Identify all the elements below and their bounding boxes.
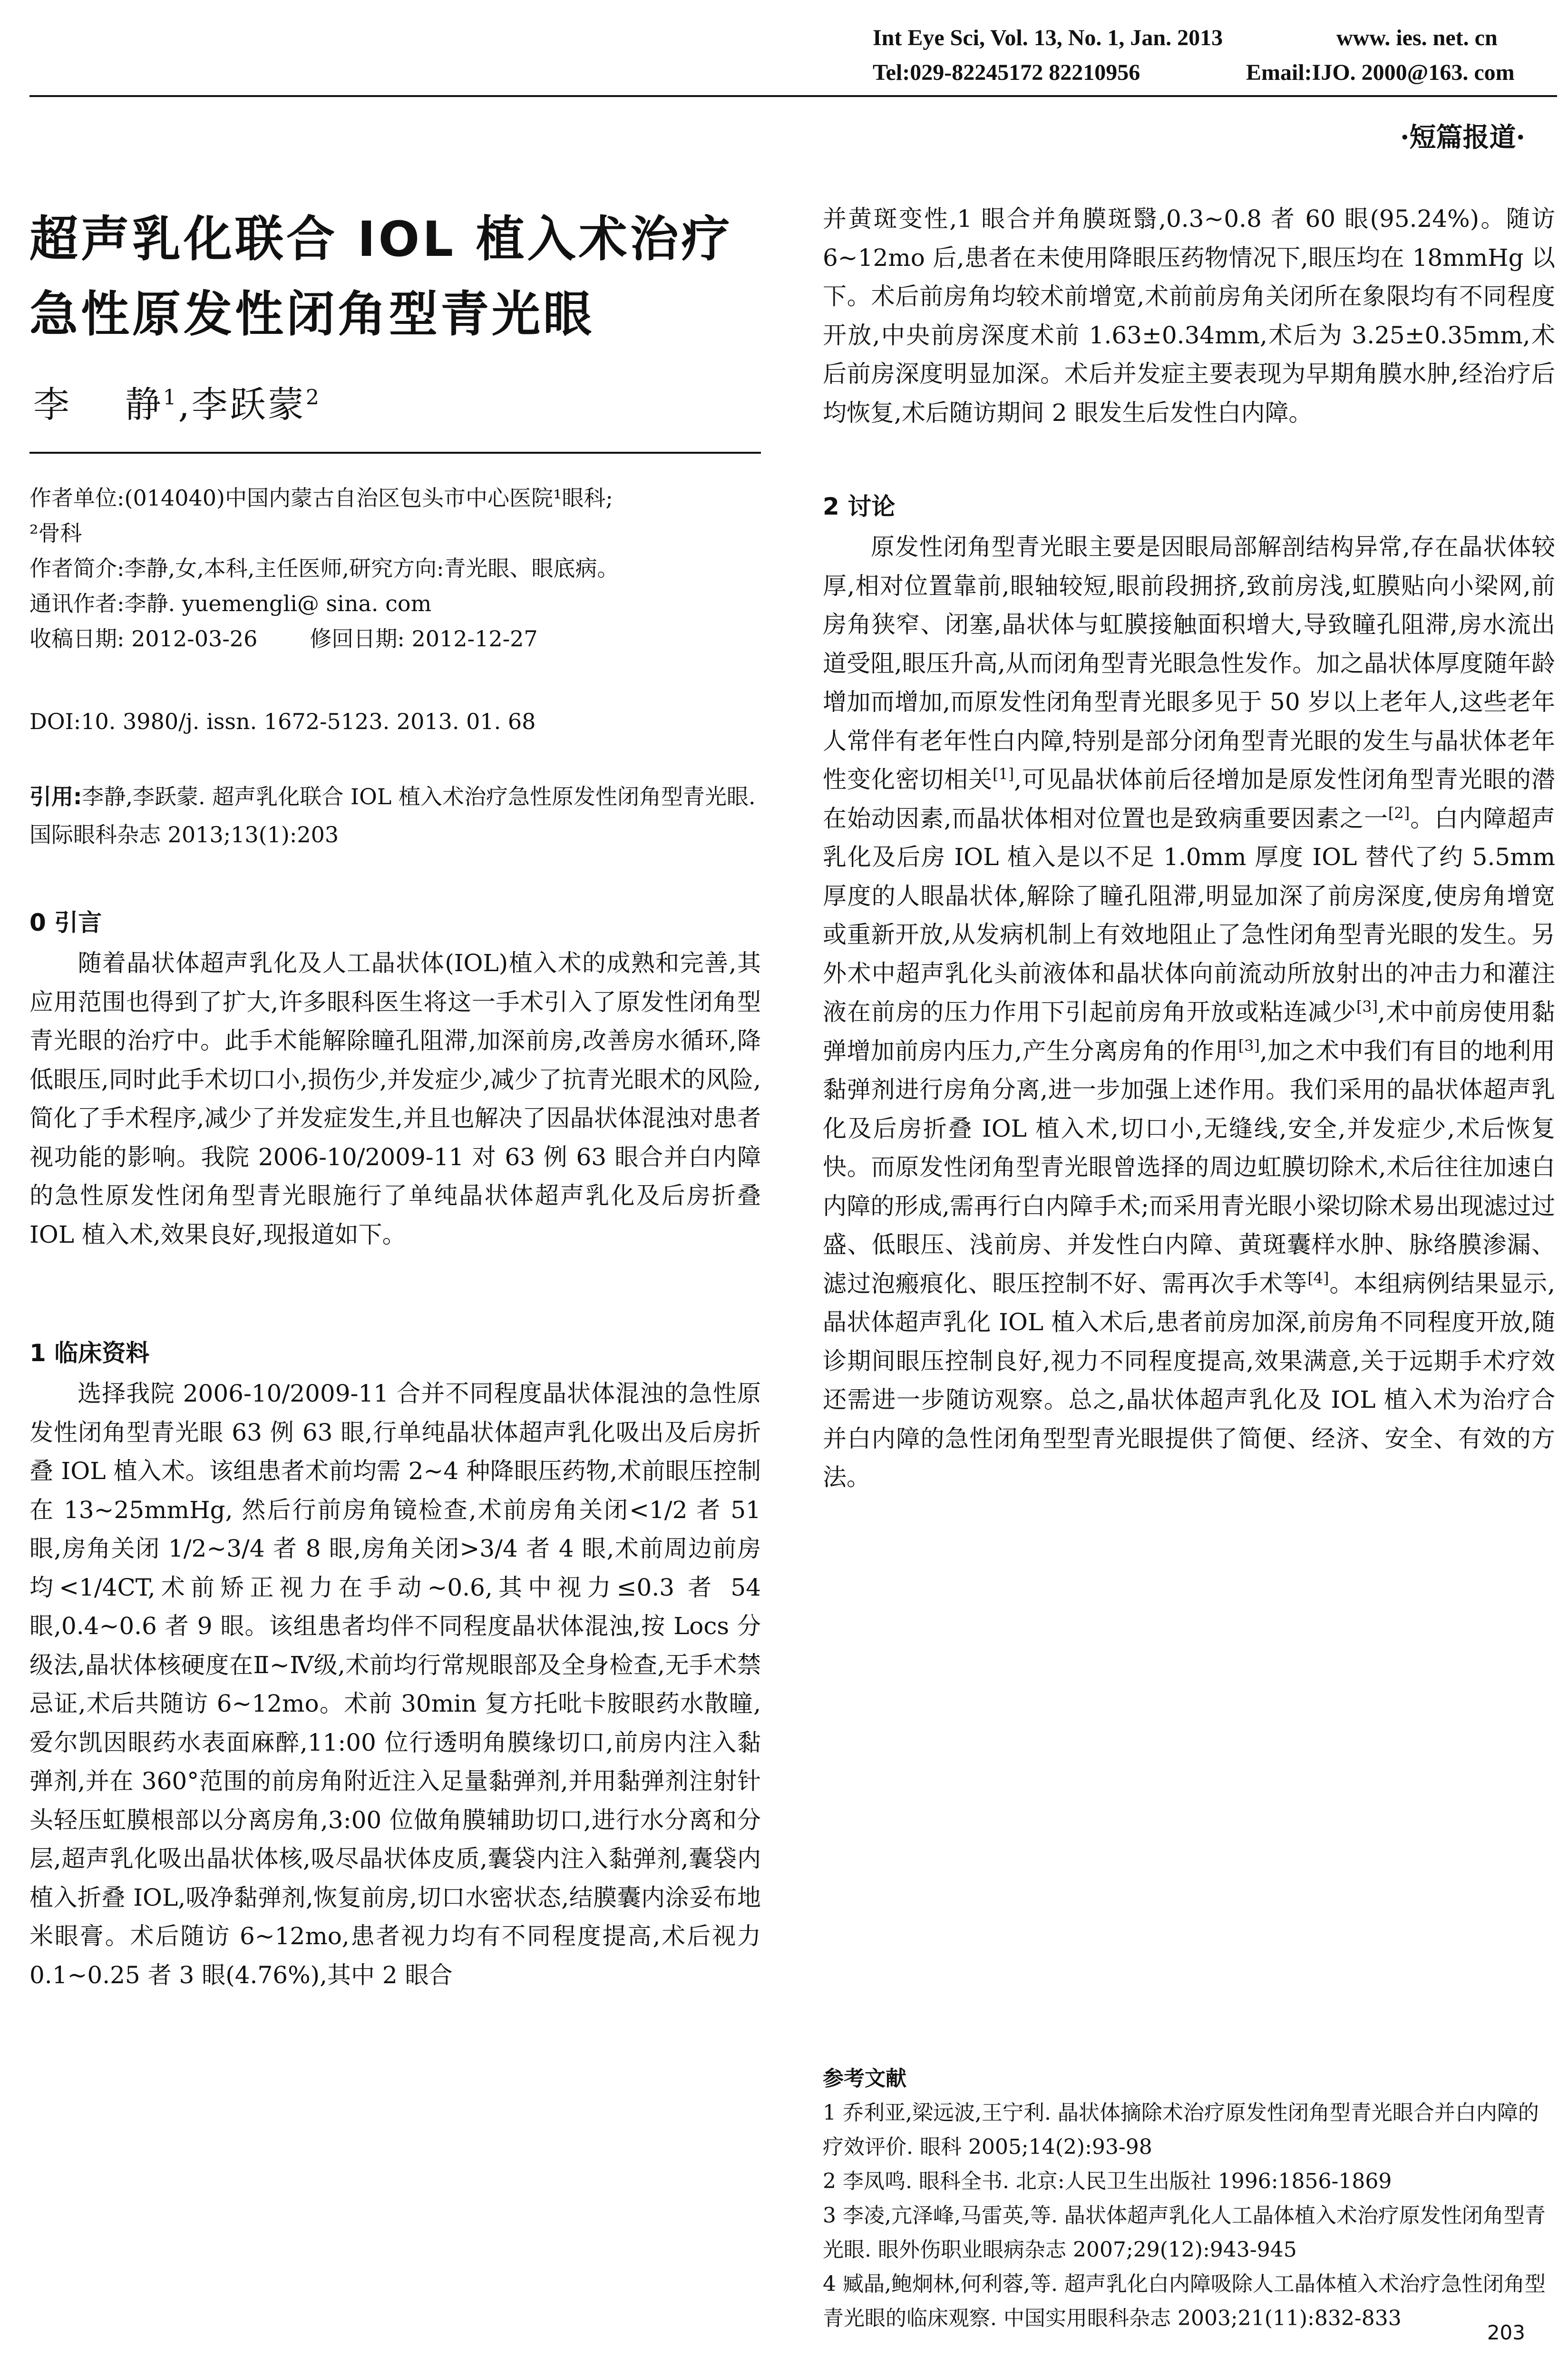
dates (29, 621, 761, 656)
author-list (33, 376, 321, 428)
affiliation-line: ²骨科 (29, 520, 82, 546)
discussion-text: ,可见晶状体前后径增加是原发性闭角型青光眼的潜在始动因素,而晶状体相对位置也是致病重要因素之一 (823, 766, 1555, 832)
reference-item: 1 乔利亚,梁远波,王宁利. 晶状体摘除术治疗原发性闭角型青光眼合并白内障的疗效评价. 眼科 2005;14(2):93-98 (823, 2101, 1539, 2159)
reference-item: 3 李凌,亢泽峰,马雷英,等. 晶状体超声乳化人工晶体植入术治疗原发性闭角型青光眼. 眼外伤职业眼病杂志 2007;29(12):943-945 (823, 2203, 1546, 2262)
citation-mark: [2] (1388, 803, 1410, 822)
intro-text: 随着晶状体超声乳化及人工晶状体(IOL)植入术的成熟和完善,其应用范围也得到了扩大,许多眼科医生将这一手术引入了原发性闭角型青光眼的治疗中。此手术能解除瞳孔阻滞,加深前房,改善房水循环,降低眼压,同时此手术切口小,损伤少,并发症少,减少了抗青光眼术的风险,简化了手术程序,减少了并发症发生,并且也解决了因晶状体混浊对患者视功能的影响。我院 2006-10/2009-11 对 63 例 63 眼合并白内障的急性原发性闭角型青光眼施行了单纯晶状体超声乳化及后房折叠 IOL 植入术,效果良好,现报道如下。 (29, 949, 761, 1248)
discussion-text: 。本组病例结果显示,晶状体超声乳化 IOL 植入术后,患者前房加深,前房角不同程度开放,随诊期间眼压控制良好,视力不同程度提高,效果满意,关于远期手术疗效还需进一步随访观察。总之,晶状体超声乳化及 IOL 植入术为治疗合并白内障的急性闭角型型青光眼提供了简便、经济、安全、有效的方法。 (823, 1269, 1555, 1491)
discussion-text: ,加之术中我们有目的地利用黏弹剂进行房角分离,进一步加强上述作用。我们采用的晶状体超声乳化及后房折叠 IOL 植入术,切口小,无缝线,安全,并发症少,术后恢复快。而原发性闭角型青光眼曾选择的周边虹膜切除术,术后往往加速白内障的形成,需再行白内障手术;而采用青光眼小梁切除术易出现滤过过盛、低眼压、浅前房、并发性白内障、黄斑囊样水肿、脉络膜渗漏、滤过泡瘢痕化、眼压控制不好、需再次手术等 (823, 1037, 1555, 1297)
title-line-1: 超声乳化联合 IOL 植入术治疗 (29, 211, 733, 268)
doi: DOI:10. 3980/j. issn. 1672-5123. 2013. 01. 68 (29, 709, 536, 734)
section-heading-clinical: 1 临床资料 (29, 1339, 150, 1367)
clinical-continued-paragraph: 并黄斑变性,1 眼合并角膜斑翳,0.3~0.8 者 60 眼(95.24%)。随访 6~12mo 后,患者在未使用降眼压药物情况下,眼压均在 18mmHg 以下。术后前房角均较术前增宽,术前前房角关闭所在象限均有不同程度开放,中央前房深度术前 1.63±0.34mm,术后为 3.25±0.35mm,术后前房深度明显加深。术后并发症主要表现为早期角膜水肿,经治疗后均恢复,术后随访期间 2 眼发生后发性白内障。 (823, 205, 1555, 427)
author-name: ,李跃蒙 (178, 383, 306, 426)
citation (29, 778, 761, 854)
discussion-text: 。白内障超声乳化及后房 IOL 植入是以不足 1.0mm 厚度 IOL 替代了约 5.5mm 厚度的人眼晶状体,解除了瞳孔阻滞,明显加深了前房深度,使房角增宽或重新开放,从发病机制上有效地阻止了急性闭角型青光眼的发生。另外术中超声乳化头前液体和晶状体向前流动所放射出的冲击力和灌注液在前房的压力作用下引起前房角开放或粘连减少 (823, 804, 1555, 1026)
references-heading: 参考文献 (823, 2066, 906, 2091)
header-rule (29, 95, 1557, 97)
citation-mark: [3] (1356, 997, 1378, 1016)
corresponding-author: 通讯作者:李静. yuemengli@ sina. com (29, 591, 432, 616)
intro-paragraph (29, 944, 761, 1254)
title-line-2: 急性原发性闭角型青光眼 (29, 286, 594, 343)
journal-website: www. ies. net. cn (1336, 25, 1498, 50)
article-title (29, 202, 767, 352)
section-heading-intro: 0 引言 (29, 909, 102, 936)
section-heading-discussion: 2 讨论 (823, 493, 896, 520)
title-rule (29, 452, 761, 454)
clinical-paragraph (29, 1374, 761, 1995)
affiliation (29, 480, 761, 656)
citation-mark: [3] (1238, 1036, 1260, 1054)
received-date: 收稿日期: 2012-03-26 (29, 626, 258, 652)
journal-header: Int Eye Sci, Vol. 13, No. 1, Jan. 2013 (873, 25, 1223, 50)
author-bio: 作者简介:李静,女,本科,主任医师,研究方向:青光眼、眼底病。 (29, 555, 619, 581)
discussion-text: 原发性闭角型青光眼主要是因眼局部解剖结构异常,存在晶状体较厚,相对位置靠前,眼轴较短,眼前段拥挤,致前房浅,虹膜贴向小梁网,前房角狭窄、闭塞,晶状体与虹膜接触面积增大,导致瞳孔阻滞,房水流出道受阻,眼压升高,从而闭角型青光眼急性发作。加之晶状体厚度随年龄增加而增加,而原发性闭角型青光眼多见于 50 岁以上老年人,这些老年人常伴有老年性白内障,特别是部分闭角型青光眼的发生与晶状体老年性变化密切相关 (823, 533, 1555, 793)
section-tag: ·短篇报道· (1400, 122, 1525, 153)
author-affil-mark: 1 (163, 385, 178, 410)
author-name: 李 静 (33, 383, 163, 426)
journal-phone: Tel:029-82245172 82210956 (873, 60, 1140, 85)
discussion-text: ,术中前房使用黏弹增加前房内压力,产生分离房角的作用 (823, 998, 1555, 1065)
author-affil-mark: 2 (305, 385, 321, 410)
page-number: 203 (1487, 2321, 1525, 2344)
revised-date: 修回日期: 2012-12-27 (310, 626, 538, 652)
citation-mark: [4] (1307, 1268, 1329, 1287)
citation-label: 引用: (29, 784, 82, 809)
discussion-paragraph (823, 528, 1555, 1497)
clinical-text: 选择我院 2006-10/2009-11 合并不同程度晶状体混浊的急性原发性闭角型青光眼 63 例 63 眼,行单纯晶状体超声乳化吸出及后房折叠 IOL 植入术。该组患者术前均需 2~4 种降眼压药物,术前眼压控制在 13~25mmHg, 然后行前房角镜检查,术前房角关闭<1/2 者 51 眼,房角关闭 1/2~3/4 者 8 眼,房角关闭>3/4 者 4 眼,术前周边前房均<1/4CT,术前矫正视力在手动~0.6,其中视力≤0.3 者 54 眼,0.4~0.6 者 9 眼。该组患者均伴不同程度晶状体混浊,按 Locs 分级法,晶状体核硬度在Ⅱ~Ⅳ级,术前均行常规眼部及全身检查,无手术禁忌证,术后共随访 6~12mo。术前 30min 复方托吡卡胺眼药水散瞳,爱尔凯因眼药水表面麻醉,11:00 位行透明角膜缘切口,前房内注入黏弹剂,并在 360°范围的前房角附近注入足量黏弹剂,并用黏弹剂注射针头轻压虹膜根部以分离房角,3:00 位做角膜辅助切口,进行水分离和分层,超声乳化吸出晶状体核,吸尽晶状体皮质,囊袋内注入黏弹剂,囊袋内植入折叠 IOL,吸净黏弹剂,恢复前房,切口水密状态,结膜囊内涂妥布地米眼膏。术后随访 6~12mo,患者视力均有不同程度提高,术后视力 0.1~0.25 者 3 眼(4.76%),其中 2 眼合 (29, 1380, 761, 1989)
citation-mark: [1] (992, 765, 1014, 783)
journal-email: Email:IJO. 2000@163. com (1246, 60, 1515, 85)
citation-text: 李静,李跃蒙. 超声乳化联合 IOL 植入术治疗急性原发性闭角型青光眼. 国际眼科杂志 2013;13(1):203 (29, 784, 756, 848)
reference-item: 4 臧晶,鲍炯林,何利蓉,等. 超声乳化白内障吸除人工晶体植入术治疗急性闭角型青光眼的临床观察. 中国实用眼科杂志 2003;21(11):832-833 (823, 2272, 1546, 2330)
affiliation-line: 作者单位:(014040)中国内蒙古自治区包头市中心医院¹眼科; (29, 485, 613, 511)
references (823, 2062, 1555, 2336)
reference-item: 2 李凤鸣. 眼科全书. 北京:人民卫生出版社 1996:1856-1869 (823, 2169, 1392, 2193)
